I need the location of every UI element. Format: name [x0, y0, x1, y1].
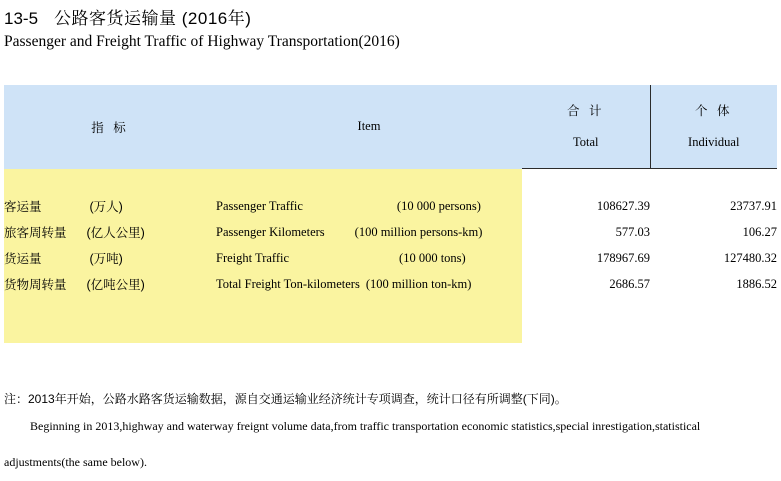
header-indicator-en: Item [216, 85, 522, 169]
spacer-cell-6 [216, 297, 522, 343]
row-unit-cn: (亿人公里) [86, 226, 145, 240]
row-label-cn [4, 219, 216, 245]
row-unit-cn: (万人) [89, 200, 123, 214]
title-chinese-text: 公路客货运输量 (2016年) [54, 9, 252, 28]
row-total-value: 108627.39 [522, 193, 650, 219]
row-unit-en: (100 million ton-km) [365, 276, 472, 291]
table-row [4, 245, 777, 271]
row-label-cn [4, 271, 216, 297]
row-label-en [216, 193, 522, 219]
spacer-cell-8 [650, 297, 777, 343]
header-total-cn: 合 计 [567, 104, 605, 119]
row-individual-value: 23737.91 [650, 193, 777, 219]
row-unit-cn: (亿吨公里) [86, 278, 145, 292]
row-unit-en: (10 000 tons) [399, 250, 466, 265]
table-number: 13-5 [4, 9, 39, 28]
row-unit-en: (100 million persons-km) [354, 224, 483, 239]
spacer-cell-1 [4, 169, 216, 194]
spacer-cell-5 [4, 297, 216, 343]
row-total-value: 577.03 [522, 219, 650, 245]
row-name-cn: 货运量 [4, 252, 42, 266]
header-total [522, 85, 650, 169]
row-individual-value: 1886.52 [650, 271, 777, 297]
row-name-en: Total Freight Ton-kilometers [216, 276, 360, 291]
row-name-cn: 货物周转量 [4, 278, 67, 292]
row-name-en: Passenger Kilometers [216, 224, 325, 239]
row-individual-value: 106.27 [650, 219, 777, 245]
note-chinese: 注：2013年开始，公路水路客货运输数据，源自交通运输业经济统计专项调查，统计口径有所调整(下同)。 [4, 392, 567, 406]
page-title-english: Passenger and Freight Traffic of Highway Transportation(2016) [4, 33, 400, 50]
spacer-cell-3 [522, 169, 650, 194]
header-individual-cn: 个 体 [695, 104, 733, 119]
table-row [4, 193, 777, 219]
spacer-cell-4 [650, 169, 777, 194]
row-label-cn [4, 193, 216, 219]
row-total-value: 178967.69 [522, 245, 650, 271]
traffic-data-table [4, 85, 777, 343]
row-total-value: 2686.57 [522, 271, 650, 297]
note-english-line2: adjustments(the same below). [4, 455, 147, 469]
table-spacer-row-bottom [4, 297, 777, 343]
row-label-en [216, 219, 522, 245]
row-name-cn: 旅客周转量 [4, 226, 67, 240]
header-individual [650, 85, 777, 169]
row-unit-en: (10 000 persons) [396, 198, 481, 213]
note-english-line1: Beginning in 2013,highway and waterway freignt volume data,from traffic transportation economic statistics,special inrestigation,statistical [30, 419, 701, 433]
row-name-en: Passenger Traffic [216, 198, 303, 213]
header-individual-en: Individual [688, 134, 740, 149]
row-individual-value: 127480.32 [650, 245, 777, 271]
row-unit-cn: (万吨) [89, 252, 123, 266]
header-total-en: Total [572, 134, 599, 149]
row-name-en: Freight Traffic [216, 250, 290, 265]
table-row [4, 271, 777, 297]
row-label-en [216, 271, 522, 297]
table-spacer-row-top [4, 169, 777, 194]
row-name-cn: 客运量 [4, 200, 42, 214]
spacer-cell-7 [522, 297, 650, 343]
page-title-chinese [4, 4, 251, 29]
row-label-en [216, 245, 522, 271]
table-row [4, 219, 777, 245]
table-header-row [4, 85, 777, 169]
row-label-cn [4, 245, 216, 271]
spacer-cell-2 [216, 169, 522, 194]
header-indicator-cn: 指 标 [4, 85, 216, 169]
